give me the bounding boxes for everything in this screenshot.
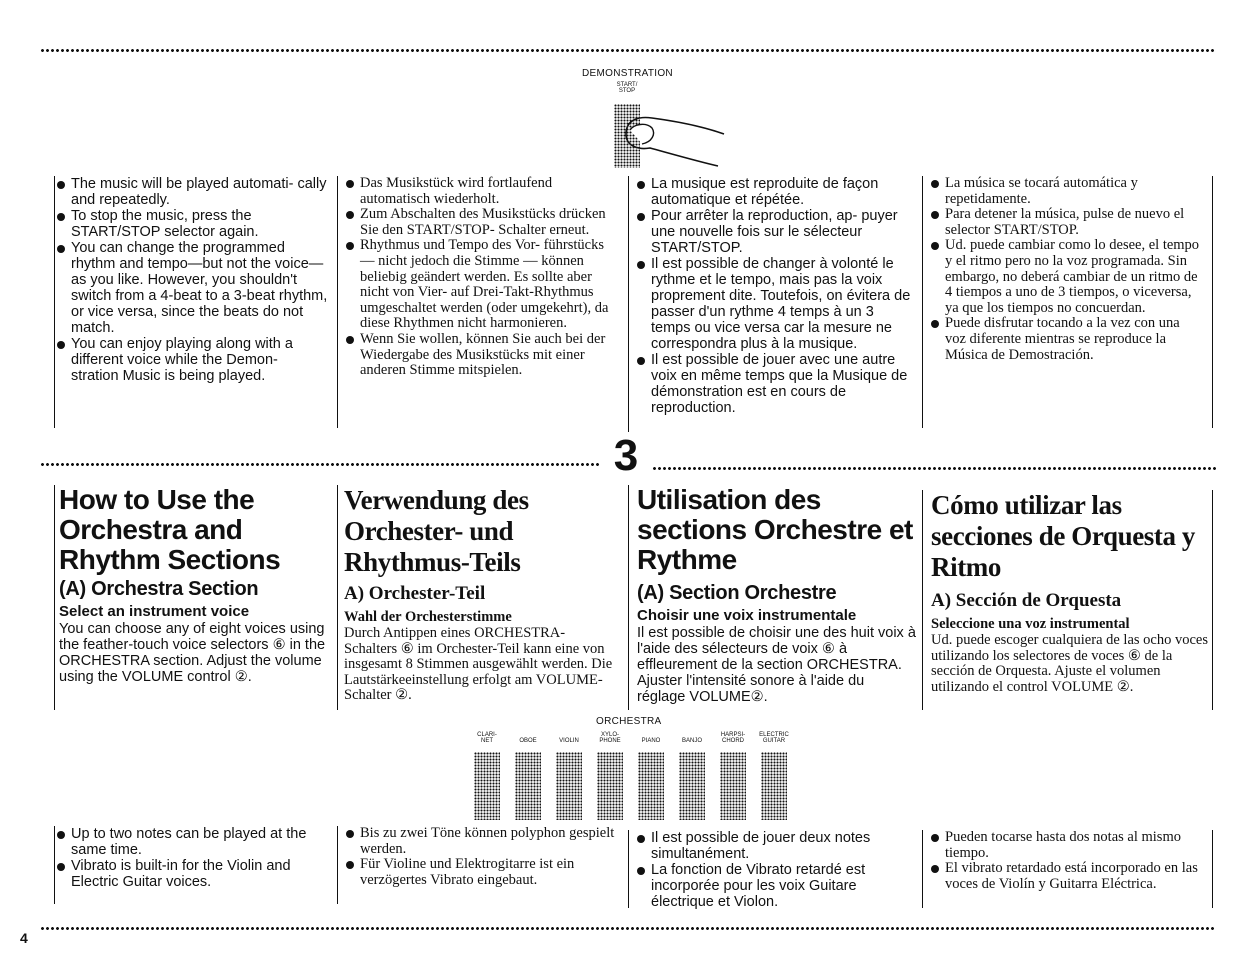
voice-label: CLARI- NET bbox=[477, 732, 497, 744]
list-item: La música se tocará automática y repetidamente. bbox=[929, 176, 1204, 207]
voice-label: BANJO bbox=[681, 738, 702, 744]
list-item: Ud. puede cambiar como lo desee, el tempo y el ritmo pero no la voz programada. Sin embargo, no deberá cambiar de un ritmo de 4 tiempos a uno de 3 tiempos, o viceversa, ya que los tiempos no concuerdan. bbox=[929, 238, 1204, 316]
voice-label: OBOE bbox=[519, 738, 537, 744]
section-subtitle: (A) Section Orchestre bbox=[637, 582, 837, 604]
list-item: Puede disfrutar tocando a la vez con una voz diferente mientras se reproduce la Música de Demostración. bbox=[929, 316, 1204, 363]
body-text: Ud. puede escoger cualquiera de las ocho voces utilizando los selectores de voces ⑥ de la sección de Orquesta. Ajuste el volumen utilizando el control VOLUME ②. bbox=[931, 632, 1208, 695]
subsection-title: Select an instrument voice bbox=[59, 603, 250, 620]
list-item: La musique est reproduite de façon automatique et répétée. bbox=[635, 176, 916, 208]
body-text: Il est possible de choisir une des huit voix à l'aide des sélecteurs de voix ⑥ à effleurement de la section ORCHESTRA. Ajuster l'intensité sonore à l'aide du réglage VOLUME②. bbox=[637, 625, 916, 705]
list-item: El vibrato retardado está incorporado en las voces de Violín y Guitarra Eléctrica. bbox=[929, 861, 1204, 892]
voice-selector-button[interactable] bbox=[474, 752, 500, 820]
heading-col-es bbox=[922, 490, 1213, 710]
voice-selector-button[interactable] bbox=[515, 752, 541, 820]
list-item: Il est possible de jouer deux notes simultanément. bbox=[635, 830, 916, 862]
list-item: Para detener la música, pulse de nuevo el selector START/STOP. bbox=[929, 207, 1204, 238]
bottom-col-en bbox=[54, 826, 329, 904]
list-item: The music will be played automati- cally and repeatedly. bbox=[55, 176, 329, 208]
voice-selector-button[interactable] bbox=[720, 752, 746, 820]
heading-col-fr bbox=[628, 485, 916, 710]
section-title: Utilisation des sections Orchestre et Rythme bbox=[637, 484, 913, 575]
section-title: Verwendung des Orchester- und Rhythmus-Teils bbox=[344, 485, 529, 577]
list-item: Pour arrêter la reproduction, ap- puyer une nouvelle fois sur le sélecteur START/STOP. bbox=[635, 208, 916, 256]
start-stop-label: START/ STOP bbox=[616, 82, 638, 94]
list-item: Bis zu zwei Töne können polyphon gespielt werden. bbox=[344, 826, 620, 857]
demo-label: DEMONSTRATION bbox=[582, 68, 673, 79]
bottom-col-fr bbox=[628, 830, 916, 908]
subsection-title: Choisir une voix instrumentale bbox=[637, 607, 857, 624]
body-text: You can choose any of eight voices using the feather-touch voice selectors ⑥ in the ORCHESTRA section. Adjust the volume using the VOLUME control ②. bbox=[59, 621, 326, 685]
list-item: Das Musikstück wird fortlaufend automatisch wiederholt. bbox=[344, 176, 620, 207]
list-item: Pueden tocarse hasta dos notas al mismo tiempo. bbox=[929, 830, 1204, 861]
body-text: Durch Antippen eines ORCHESTRA- Schalters ⑥ im Orchester-Teil kann eine von insgesamt 8 Stimmen ausgewählt werden. Die Lautstärkeeinstellung erfolgt am VOLUME-Schalter ②. bbox=[344, 625, 613, 704]
list-item: Zum Abschalten des Musikstücks drücken Sie den START/STOP- Schalter erneut. bbox=[344, 207, 620, 238]
voice-selector-button[interactable] bbox=[556, 752, 582, 820]
voice-label: HARPSI- CHORD bbox=[720, 732, 746, 744]
section-subtitle: A) Orchester-Teil bbox=[344, 583, 486, 604]
list-item: You can change the programmed rhythm and tempo—but not the voice—as you like. However, you shouldn't switch from a 4-beat to a 3-beat rhythm, or vice versa, since the beats do not match. bbox=[55, 240, 329, 336]
top-col-en bbox=[54, 176, 329, 428]
voice-selector-button[interactable] bbox=[638, 752, 664, 820]
middle-dotted-rule-left bbox=[40, 462, 600, 467]
voice-label: XYLO- PHONE bbox=[599, 732, 621, 744]
list-item: Wenn Sie wollen, können Sie auch bei der Wiedergabe des Musikstücks mit einer anderen Stimme mitspielen. bbox=[344, 332, 620, 379]
subsection-title: Seleccione una voz instrumental bbox=[931, 616, 1130, 632]
list-item: Rhythmus und Tempo des Vor- führstücks — nicht jedoch die Stimme — können beliebig geändert werden. Es sollte aber nicht von Vier- auf Drei-Takt-Rhythmus umgeschaltet werden (oder umgekehrt), da diese Rhythmen nicht harmonieren. bbox=[344, 238, 620, 332]
list-item: La fonction de Vibrato retardé est incorporée pour les voix Guitare électrique et Violon. bbox=[635, 862, 916, 910]
voice-selector-button[interactable] bbox=[761, 752, 787, 820]
voice-label: PIANO bbox=[641, 738, 661, 744]
subsection-title: Wahl der Orchesterstimme bbox=[344, 609, 512, 625]
section-title: Cómo utilizar las secciones de Orquesta y Ritmo bbox=[931, 490, 1196, 582]
middle-dotted-rule-right bbox=[652, 466, 1216, 471]
top-col-fr bbox=[628, 176, 916, 432]
top-col-de bbox=[337, 176, 620, 428]
voice-label: VIOLIN bbox=[559, 738, 579, 744]
list-item: To stop the music, press the START/STOP selector again. bbox=[55, 208, 329, 240]
voice-selector-button[interactable] bbox=[679, 752, 705, 820]
section-number: 3 bbox=[613, 431, 639, 480]
heading-col-en bbox=[54, 485, 329, 710]
voice-selector-group bbox=[470, 732, 800, 822]
page-number: 4 bbox=[20, 930, 28, 946]
list-item: Vibrato is built-in for the Violin and Electric Guitar voices. bbox=[55, 858, 329, 890]
orchestra-label: ORCHESTRA bbox=[596, 716, 662, 727]
list-item: Up to two notes can be played at the same time. bbox=[55, 826, 329, 858]
section-subtitle: (A) Orchestra Section bbox=[59, 578, 259, 600]
top-col-es bbox=[922, 176, 1213, 428]
heading-col-de bbox=[337, 485, 620, 710]
section-title: How to Use the Orchestra and Rhythm Sections bbox=[59, 484, 281, 575]
list-item: Für Violine und Elektrogitarre ist ein verzögertes Vibrato eingebaut. bbox=[344, 857, 620, 888]
finger-icon bbox=[612, 104, 732, 174]
bottom-col-es bbox=[922, 830, 1213, 908]
bottom-col-de bbox=[337, 826, 620, 904]
bottom-dotted-rule bbox=[40, 926, 1216, 931]
voice-label: ELECTRIC GUITAR bbox=[759, 732, 789, 744]
section-subtitle: A) Sección de Orquesta bbox=[931, 590, 1122, 611]
top-dotted-rule bbox=[40, 48, 1216, 53]
voice-selector-button[interactable] bbox=[597, 752, 623, 820]
list-item: You can enjoy playing along with a different voice while the Demon- stration Music is being played. bbox=[55, 336, 329, 384]
list-item: Il est possible de changer à volonté le rythme et le tempo, mais pas la voix proprement dite. Toutefois, on évitera de passer d'un rythme 4 temps à un 3 temps ou vice versa car la mesure ne correspondra plus à la musique. bbox=[635, 256, 916, 352]
list-item: Il est possible de jouer avec une autre voix en même temps que la Musique de démonstration est en cours de reproduction. bbox=[635, 352, 916, 416]
